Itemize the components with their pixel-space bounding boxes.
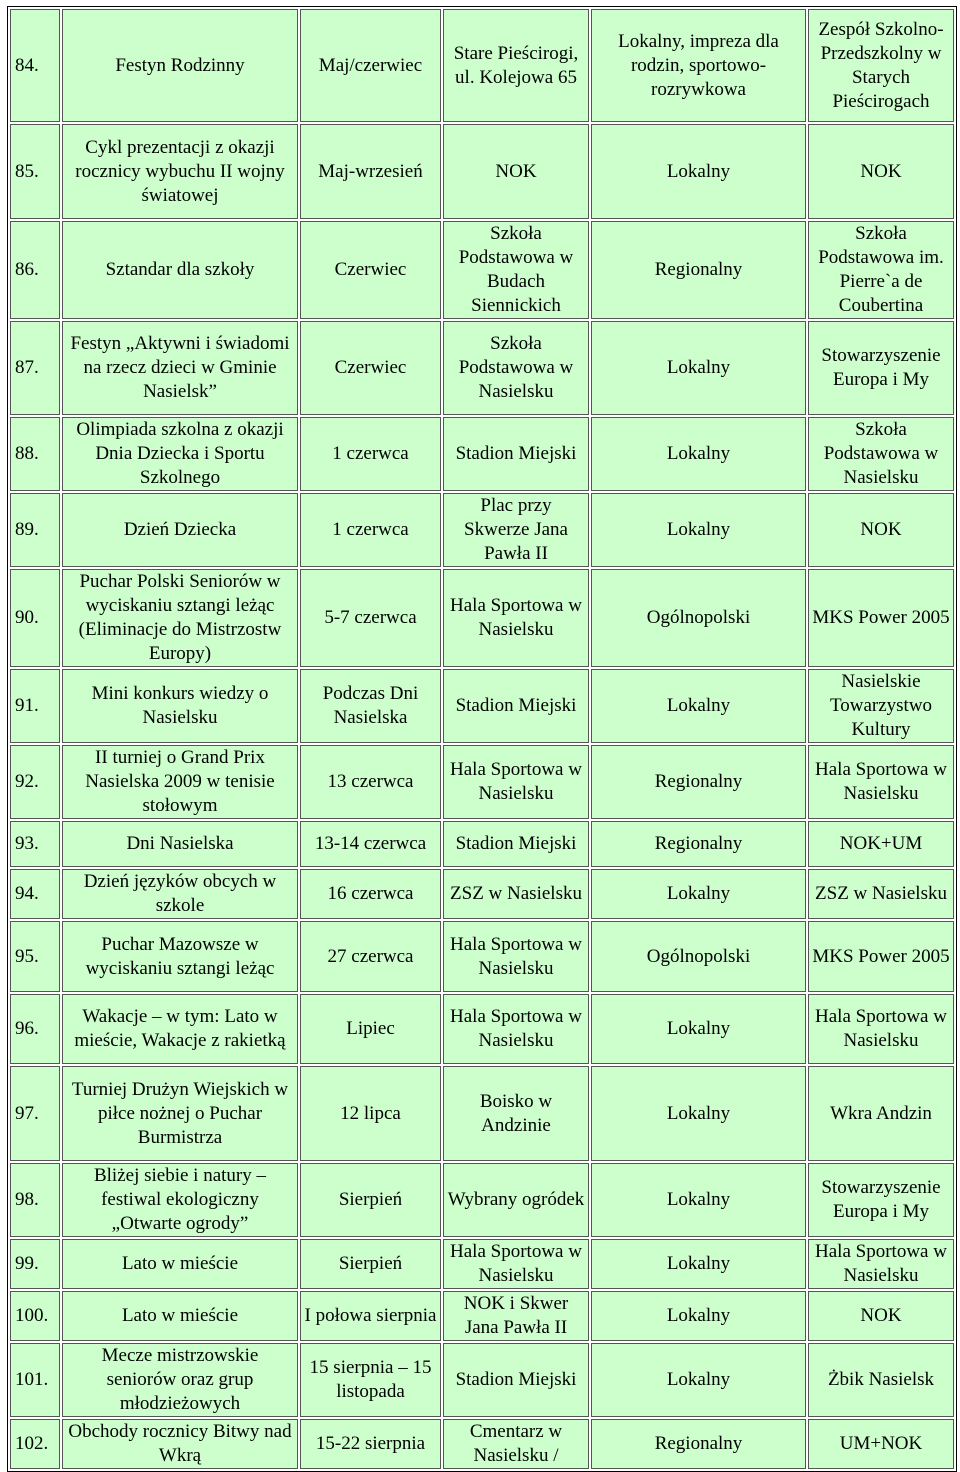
- event-name: Obchody rocznicy Bitwy nad Wkrą: [62, 1419, 298, 1469]
- event-date: 12 lipca: [300, 1066, 441, 1161]
- event-name: Bliżej siebie i natury – festiwal ekologiczny „Otwarte ogrody”: [62, 1163, 298, 1237]
- event-scope: Lokalny: [591, 1343, 806, 1417]
- event-organizer: Wkra Andzin: [808, 1066, 954, 1161]
- event-scope: Lokalny: [591, 1163, 806, 1237]
- event-number: 100.: [10, 1291, 60, 1341]
- table-row: [10, 9, 954, 122]
- event-place: Hala Sportowa w Nasielsku: [443, 994, 589, 1064]
- event-scope: Regionalny: [591, 821, 806, 867]
- event-number: 84.: [10, 9, 60, 122]
- table-row: [10, 221, 954, 319]
- event-number: 88.: [10, 417, 60, 491]
- event-scope: Lokalny: [591, 124, 806, 219]
- event-organizer: UM+NOK: [808, 1419, 954, 1469]
- table-row: [10, 1066, 954, 1161]
- event-number: 97.: [10, 1066, 60, 1161]
- event-organizer: Żbik Nasielsk: [808, 1343, 954, 1417]
- table-row: [10, 669, 954, 743]
- event-scope: Regionalny: [591, 1419, 806, 1469]
- event-name: Lato w mieście: [62, 1239, 298, 1289]
- document-page: [7, 6, 957, 1472]
- table-row: [10, 1419, 954, 1469]
- event-name: Cykl prezentacji z okazji rocznicy wybuchu II wojny światowej: [62, 124, 298, 219]
- event-place: Plac przy Skwerze Jana Pawła II: [443, 493, 589, 567]
- event-organizer: MKS Power 2005: [808, 921, 954, 992]
- event-number: 91.: [10, 669, 60, 743]
- event-place: Szkoła Podstawowa w Nasielsku: [443, 321, 589, 415]
- event-number: 93.: [10, 821, 60, 867]
- event-place: Hala Sportowa w Nasielsku: [443, 745, 589, 819]
- event-organizer: Zespół Szkolno-Przedszkolny w Starych Pieścirogach: [808, 9, 954, 122]
- event-date: Maj/czerwiec: [300, 9, 441, 122]
- event-place: ZSZ w Nasielsku: [443, 869, 589, 919]
- event-date: I połowa sierpnia: [300, 1291, 441, 1341]
- event-name: Wakacje – w tym: Lato w mieście, Wakacje z rakietką: [62, 994, 298, 1064]
- event-name: Festyn „Aktywni i świadomi na rzecz dzieci w Gminie Nasielsk”: [62, 321, 298, 415]
- event-date: Czerwiec: [300, 321, 441, 415]
- table-row: [10, 994, 954, 1064]
- event-number: 101.: [10, 1343, 60, 1417]
- event-name: Festyn Rodzinny: [62, 9, 298, 122]
- table-row: [10, 821, 954, 867]
- event-organizer: Nasielskie Towarzystwo Kultury: [808, 669, 954, 743]
- event-number: 99.: [10, 1239, 60, 1289]
- event-name: Puchar Polski Seniorów w wyciskaniu sztangi leżąc (Eliminacje do Mistrzostw Europy): [62, 569, 298, 667]
- table-row: [10, 321, 954, 415]
- table-row: [10, 124, 954, 219]
- event-place: Hala Sportowa w Nasielsku: [443, 569, 589, 667]
- event-organizer: Hala Sportowa w Nasielsku: [808, 1239, 954, 1289]
- event-scope: Lokalny, impreza dla rodzin, sportowo-rozrywkowa: [591, 9, 806, 122]
- event-place: Stadion Miejski: [443, 821, 589, 867]
- event-name: Sztandar dla szkoły: [62, 221, 298, 319]
- event-scope: Lokalny: [591, 1291, 806, 1341]
- event-date: 5-7 czerwca: [300, 569, 441, 667]
- event-date: 13-14 czerwca: [300, 821, 441, 867]
- event-number: 96.: [10, 994, 60, 1064]
- event-organizer: Hala Sportowa w Nasielsku: [808, 745, 954, 819]
- event-organizer: NOK+UM: [808, 821, 954, 867]
- table-row: [10, 1291, 954, 1341]
- event-number: 92.: [10, 745, 60, 819]
- event-date: Podczas Dni Nasielska: [300, 669, 441, 743]
- event-number: 86.: [10, 221, 60, 319]
- event-scope: Lokalny: [591, 994, 806, 1064]
- events-table-body: [10, 9, 954, 1469]
- event-name: Dzień języków obcych w szkole: [62, 869, 298, 919]
- event-date: 13 czerwca: [300, 745, 441, 819]
- event-organizer: Szkoła Podstawowa w Nasielsku: [808, 417, 954, 491]
- event-scope: Lokalny: [591, 493, 806, 567]
- event-name: Dzień Dziecka: [62, 493, 298, 567]
- event-place: Hala Sportowa w Nasielsku: [443, 1239, 589, 1289]
- event-organizer: NOK: [808, 1291, 954, 1341]
- event-name: Dni Nasielska: [62, 821, 298, 867]
- event-number: 85.: [10, 124, 60, 219]
- event-place: Szkoła Podstawowa w Budach Siennickich: [443, 221, 589, 319]
- table-row: [10, 1163, 954, 1237]
- event-date: 1 czerwca: [300, 493, 441, 567]
- event-name: II turniej o Grand Prix Nasielska 2009 w tenisie stołowym: [62, 745, 298, 819]
- event-place: Wybrany ogródek: [443, 1163, 589, 1237]
- event-name: Lato w mieście: [62, 1291, 298, 1341]
- event-scope: Lokalny: [591, 417, 806, 491]
- event-date: Maj-wrzesień: [300, 124, 441, 219]
- event-name: Olimpiada szkolna z okazji Dnia Dziecka i Sportu Szkolnego: [62, 417, 298, 491]
- event-scope: Regionalny: [591, 745, 806, 819]
- event-scope: Lokalny: [591, 669, 806, 743]
- event-name: Mini konkurs wiedzy o Nasielsku: [62, 669, 298, 743]
- event-scope: Lokalny: [591, 869, 806, 919]
- table-row: [10, 417, 954, 491]
- event-place: Boisko w Andzinie: [443, 1066, 589, 1161]
- events-table: [7, 6, 957, 1472]
- table-row: [10, 1343, 954, 1417]
- event-number: 94.: [10, 869, 60, 919]
- event-number: 89.: [10, 493, 60, 567]
- event-number: 90.: [10, 569, 60, 667]
- event-organizer: NOK: [808, 124, 954, 219]
- event-number: 98.: [10, 1163, 60, 1237]
- event-organizer: Stowarzyszenie Europa i My: [808, 1163, 954, 1237]
- event-place: Hala Sportowa w Nasielsku: [443, 921, 589, 992]
- table-row: [10, 869, 954, 919]
- event-date: 15-22 sierpnia: [300, 1419, 441, 1469]
- table-row: [10, 493, 954, 567]
- event-scope: Regionalny: [591, 221, 806, 319]
- event-organizer: ZSZ w Nasielsku: [808, 869, 954, 919]
- event-place: Stadion Miejski: [443, 669, 589, 743]
- event-organizer: MKS Power 2005: [808, 569, 954, 667]
- event-place: Cmentarz w Nasielsku /: [443, 1419, 589, 1469]
- event-number: 102.: [10, 1419, 60, 1469]
- event-scope: Ogólnopolski: [591, 569, 806, 667]
- table-row: [10, 745, 954, 819]
- event-date: 15 sierpnia – 15 listopada: [300, 1343, 441, 1417]
- table-row: [10, 569, 954, 667]
- event-place: NOK i Skwer Jana Pawła II: [443, 1291, 589, 1341]
- event-date: 16 czerwca: [300, 869, 441, 919]
- event-name: Mecze mistrzowskie seniorów oraz grup młodzieżowych: [62, 1343, 298, 1417]
- event-organizer: NOK: [808, 493, 954, 567]
- table-row: [10, 1239, 954, 1289]
- event-date: 1 czerwca: [300, 417, 441, 491]
- event-number: 87.: [10, 321, 60, 415]
- event-place: Stadion Miejski: [443, 1343, 589, 1417]
- event-date: Czerwiec: [300, 221, 441, 319]
- event-place: NOK: [443, 124, 589, 219]
- event-date: Sierpień: [300, 1239, 441, 1289]
- event-organizer: Hala Sportowa w Nasielsku: [808, 994, 954, 1064]
- event-date: 27 czerwca: [300, 921, 441, 992]
- event-organizer: Stowarzyszenie Europa i My: [808, 321, 954, 415]
- table-row: [10, 921, 954, 992]
- event-organizer: Szkoła Podstawowa im. Pierre`a de Coubertina: [808, 221, 954, 319]
- event-place: Stare Pieścirogi, ul. Kolejowa 65: [443, 9, 589, 122]
- event-name: Turniej Drużyn Wiejskich w piłce nożnej o Puchar Burmistrza: [62, 1066, 298, 1161]
- event-scope: Lokalny: [591, 321, 806, 415]
- event-date: Lipiec: [300, 994, 441, 1064]
- event-name: Puchar Mazowsze w wyciskaniu sztangi leżąc: [62, 921, 298, 992]
- event-date: Sierpień: [300, 1163, 441, 1237]
- event-place: Stadion Miejski: [443, 417, 589, 491]
- event-scope: Lokalny: [591, 1239, 806, 1289]
- event-scope: Lokalny: [591, 1066, 806, 1161]
- event-number: 95.: [10, 921, 60, 992]
- event-scope: Ogólnopolski: [591, 921, 806, 992]
